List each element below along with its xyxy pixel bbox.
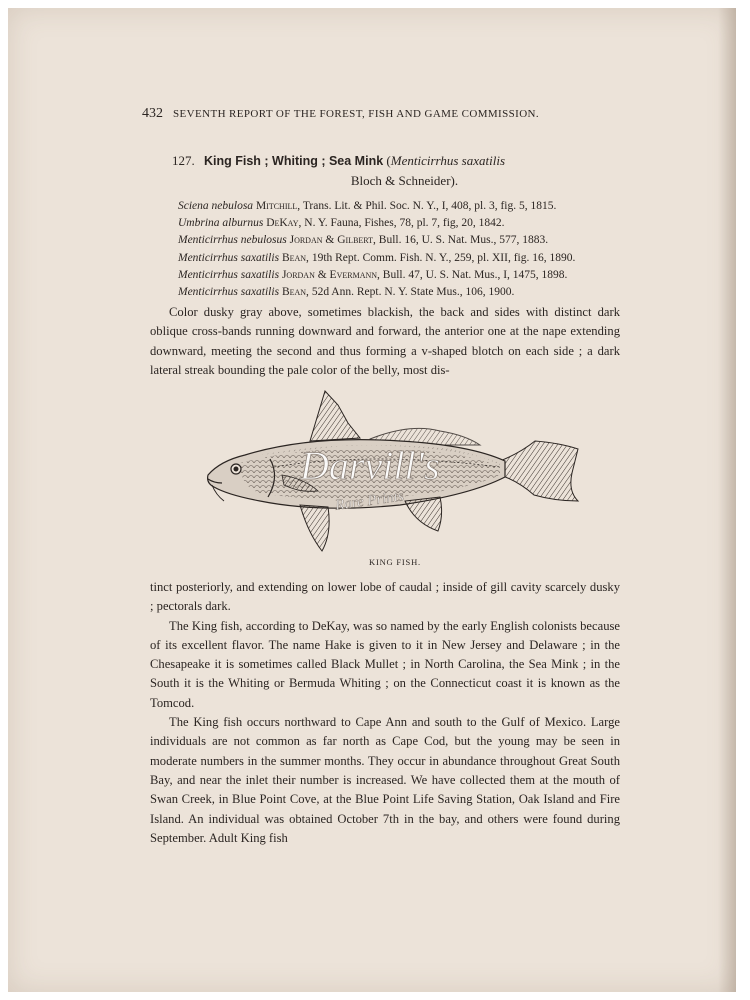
page-edge-shadow [718,8,736,992]
synonymy-entry: Menticirrhus saxatilis Jordan & Evermann, Bull. 47, U. S. Nat. Mus., I, 1475, 1898. [178,268,568,281]
species-paren: (Menticirrhus saxatilis [386,153,505,168]
species-authority: Bloch & Schneider). [350,173,459,188]
synonymy-entry: Sciena nebulosa Mitchill, Trans. Lit. & Phil. Soc. N. Y., I, 408, pl. 3, fig. 5, 1815. [178,200,557,212]
paragraph-distribution: The King fish occurs northward to Cape Ann and south to the Gulf of Mexico. Large individuals are not common as far north as Cape Cod, but the young may be seen in moderate numbers in the summer months. They occur in abundance throughout Great South Bay, and near the inlet their number is increased. We have collected them at the mouth of Swan Creek, in Blue Point Cove, at the Blue Point Life Saving Station, Oak Island and Fire Island. An individual was obtained October 7th in the bay, and others were found during September. Adult King fish [150,715,620,845]
paragraph-names: The King fish, according to DeKay, was so named by the early English colonists because of its excellent flavor. The name Hake is given to it in New Jersey and Delaware ; in the Chesapeake it is sometimes called Black Mullet ; in North Carolina, the Sea Mink ; in the South it is the Whiting or Bermuda Whiting ; on the Connecticut coast it is known as the Tomcod. [150,618,620,710]
description-paragraph [150,303,620,380]
species-number: 127. [172,153,195,168]
synonymy-entry: Umbrina alburnus DeKay, N. Y. Fauna, Fishes, 78, pl. 7, fig, 20, 1842. [178,217,505,230]
king-fish-illustration [200,383,590,563]
running-head-title: SEVENTH REPORT OF THE FOREST, FISH AND GAME COMMISSION. [173,108,540,120]
figure-caption: KING FISH. [369,557,421,567]
book-page [8,8,736,992]
dorsal-fin-front [310,391,360,441]
species-scientific-name: Menticirrhus saxatilis [390,153,505,168]
synonymy-list [178,198,648,301]
species-common-names: King Fish ; Whiting ; Sea Mink [204,154,384,168]
page-number: 432 [142,106,163,121]
watermark-subtitle: Rare Prints [334,488,405,514]
anal-fin [405,497,442,531]
synonymy-entry: Menticirrhus nebulosus Jordan & Gilbert, Bull. 16, U. S. Nat. Mus., 577, 1883. [178,234,549,247]
synonymy-entry: Menticirrhus saxatilis Bean, 19th Rept. Comm. Fish. N. Y., 259, pl. XII, fig. 16, 1890. [178,251,576,264]
species-heading [172,151,617,190]
synonymy-entry: Menticirrhus saxatilis Bean, 52d Ann. Rept. N. Y. State Mus., 106, 1900. [178,286,515,299]
watermark-logo: Darvill's [300,443,440,488]
pelvic-fin [300,505,329,551]
description-paragraph-continued [150,578,620,848]
paragraph-color-continued: tinct posteriorly, and extending on lower lobe of caudal ; inside of gill cavity scarcely dusky ; pectorals dark. [150,580,620,614]
paragraph-color: Color dusky gray above, sometimes blackish, the back and sides with distinct dark oblique cross-bands running downward and forward, the anterior one at the nape extending downward, meeting the second and thus forming a v-shaped blotch on each side ; a dark lateral streak bounding the pale color of the belly, most dis- [150,305,620,377]
caudal-fin [500,441,578,501]
running-head [142,106,612,122]
fish-engraving [200,383,590,563]
